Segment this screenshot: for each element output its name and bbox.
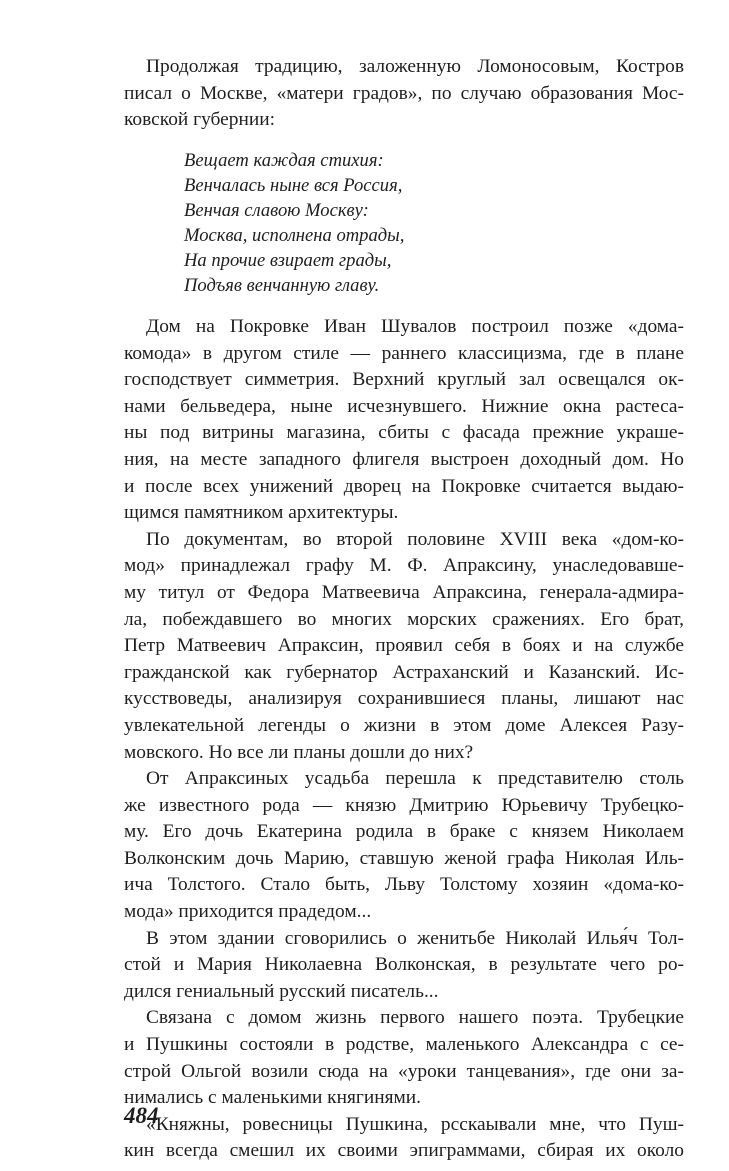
text-line: Дом на Покровке Иван Шувалов построил позже «дома- xyxy=(146,316,684,337)
text-line: мода» приходится прадедом... xyxy=(124,901,372,923)
text-line: нами бельведера, ныне исчезнувшего. Нижние окна растеса- xyxy=(124,395,684,417)
text-line: кин всегда смешил их своими эпиграммами, сбирая их около xyxy=(124,1140,684,1162)
intro-paragraph xyxy=(124,54,684,134)
text-line: дился гениальный русский писатель... xyxy=(124,980,439,1002)
text-line: комода» в другом стиле — раннего классицизма, где в плане xyxy=(124,342,684,364)
text-line: ны под витрины магазина, сбиты с фасада прежние украше- xyxy=(124,422,684,444)
text-line: и Пушкины состояли в родстве, маленького Александра с се- xyxy=(124,1034,684,1056)
text-line: строй Ольгой возили сюда на «уроки танцевания», где они за- xyxy=(124,1060,684,1082)
text-line: и после всех унижений дворец на Покровке считается выдаю- xyxy=(124,475,684,497)
poem-line: Москва, исполнена отрады, xyxy=(184,225,405,246)
text-line: мод» принадлежал графу М. Ф. Апраксину, унаследовавше- xyxy=(124,555,684,577)
text-line: ича Толстого. Стало быть, Льву Толстому хозяин «дома-ко- xyxy=(124,874,684,896)
poem-line: Подъяв венчанную главу. xyxy=(184,275,380,296)
text-line: увлекательной легенды о жизни в этом доме Алексея Разу- xyxy=(124,714,684,736)
poem-line: Венчалась ныне вся Россия, xyxy=(184,175,403,196)
poem-line: Венчая славою Москву: xyxy=(184,200,369,221)
poem-line: Вещает каждая стихия: xyxy=(184,150,384,171)
text-line: Связана с домом жизнь первого нашего поэта. Трубецкие xyxy=(146,1007,684,1029)
text-line: От Апраксиных усадьба перешла к представителю столь xyxy=(146,768,684,790)
text-line: му титул от Федора Матвеевича Апраксина, генерала-адмира- xyxy=(124,581,684,603)
text-line: «Княжны, ровесницы Пушкина, рсскаывали мне, что Пуш- xyxy=(146,1113,684,1135)
poem-quote xyxy=(184,148,404,298)
text-line: же известного рода — князю Дмитрию Юрьевичу Трубецко- xyxy=(124,794,684,816)
text-line: ла, побеждавшего во многих морских сражениях. Его брат, xyxy=(124,608,684,630)
text-line: стой и Мария Николаевна Волконская, в результате чего ро- xyxy=(124,954,684,976)
text-line: ковской губернии: xyxy=(124,109,275,131)
body-text xyxy=(124,314,684,1165)
text-line: Продолжая традицию, заложенную Ломоносовым, Костров xyxy=(146,56,684,77)
text-line: кусствоведы, анализируя сохранившиеся планы, лишают нас xyxy=(124,688,684,710)
text-line: По документам, во второй половине XVIII века «дом-ко- xyxy=(146,528,684,550)
page-number: 484 xyxy=(124,1103,159,1128)
text-line: мовского. Но все ли планы дошли до них? xyxy=(124,741,474,763)
text-line: гражданской как губернатор Астраханский и Казанский. Ис- xyxy=(124,661,684,683)
text-line: ния, на месте западного флигеля выстроен доходный дом. Но xyxy=(124,448,684,470)
text-line: писал о Москве, «матери градов», по случаю образования Мос- xyxy=(124,82,684,104)
text-line: господствует симметрия. Верхний круглый зал освещался ок- xyxy=(124,369,684,391)
poem-line: На прочие взирает грады, xyxy=(184,250,392,271)
text-line: нимались с маленькими княгинями. xyxy=(124,1087,422,1109)
text-line: му. Его дочь Екатерина родила в браке с князем Николаем xyxy=(124,821,684,843)
text-line: Волконским дочь Марию, ставшую женой графа Николая Иль- xyxy=(124,847,684,869)
text-line: В этом здании сговорились о женитьбе Николай Илья́ч Тол- xyxy=(146,927,684,949)
text-line: Петр Матвеевич Апраксин, проявил себя в боях и на службе xyxy=(124,635,684,657)
text-line: щимся памятником архитектуры. xyxy=(124,502,399,524)
